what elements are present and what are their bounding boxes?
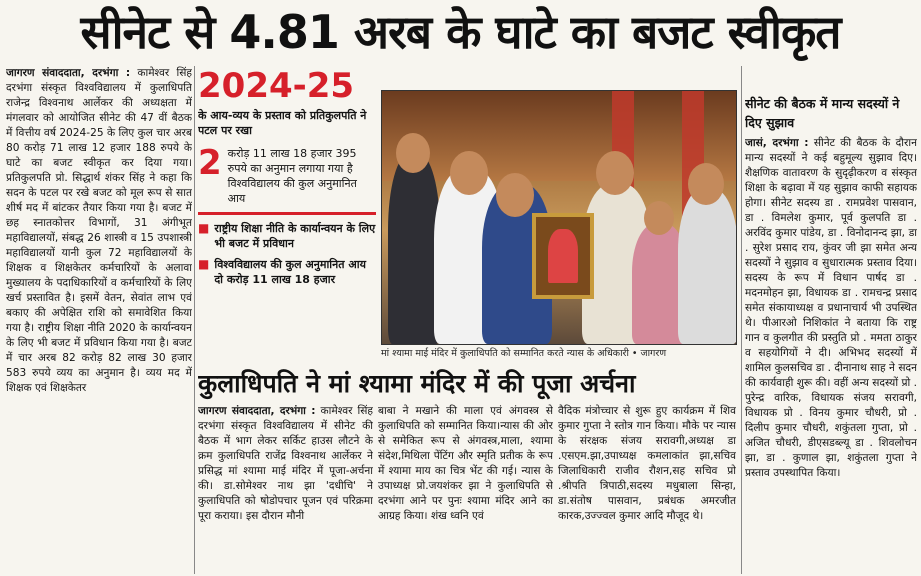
photo-person-head [688, 163, 724, 205]
budget-year: 2024-25 [198, 66, 355, 106]
photo-person-head [450, 151, 488, 195]
right-article-text [745, 136, 917, 481]
budget-intro: के आय-व्यय के प्रस्ताव को प्रतिकुलपति ने पटल पर रखा [198, 109, 367, 137]
left-article-column [6, 66, 192, 574]
left-article-body: कामेश्वर सिंह दरभंगा संस्कृत विश्वविद्यालय में कुलाधिपति राजेन्द्र विश्वनाथ आर्लेकर की अध्यक्षता में मंगलवार को आयोजित सीनेट की 47 वीं बैठक में वित्तीय वर्ष 2024-25 के लिए कुल चार अरब 80 करोड़ 71 लाख 12 हजार 188 रुपये के घाटे का बजट स्वीकृत कर दिया गया। प्रतिकुलपति प्रो. सिद्धार्थ शंकर सिंह ने कहा कि सदन के पटल पर रखे बजट को मूल रूप से सात शीर्ष मद में बांटकर तैयार किया गया है। बजट में छह स्नातकोत्तर विभागों, 31 अंगीभूत महाविद्यालयों, संबद्ध 26 शास्त्री व 15 उपशास्त्री महाविद्यालयों यानी कुल 72 महाविद्यालयों के शिक्षक व शिक्षकेतर कर्मचारियों के अलावा मुख्यालय के पदाधिकारियों व कर्मचारियों के लिए खर्च प्रस्तावित है। इसमें वेतन, सेवांत लाभ एवं बकाए की अपेक्षित राशि को समावेशित किया गया है। राष्ट्रीय शिक्षा नीति 2020 के कार्यान्वयन के लिए भी बजट में प्रविधान किया गया है। बजट में चार अरब 82 करोड़ 82 लाख 30 हजार 583 रुपये व्यय का अनुमान है। व्यय मद में शिक्षक एवं शिक्षकेतर [6, 67, 192, 394]
highlight-bullet [198, 221, 376, 251]
budget-highlight-box [198, 66, 376, 361]
second-story-dateline: जागरण संवाददाता, दरभंगा : [198, 405, 316, 417]
bullet-icon: ■ [198, 257, 210, 271]
highlight-bullet [198, 257, 376, 287]
red-rule [198, 212, 376, 215]
column-divider [194, 66, 195, 574]
second-story-text-3: वैदिक मंत्रोच्चार से शुरू हुए कार्यक्रम में शिव कुमार गुप्ता ने स्तोत्र गान किया। मौके पर न्यास के संरक्षक संजय सरावगी,अध्यक्ष डा .एसएम.झा,उपाध्यक्ष कमलाकांत झा,सचिव जिलाधिकारी राजीव रौशन,सह सचिव प्रो .श्रीपति त्रिपाठी,सदस्य मधुबाला सिन्हा, डा.संतोष पासवान, प्रबंधक अमरजीत कारक,उज्ज्वल कुमार आदि मौजूद थे। [558, 405, 736, 522]
photo-person [678, 189, 737, 344]
right-article-body: सीनेट की बैठक के दौरान मान्य सदस्यों ने कई बहुमूल्य सुझाव दिए। शैक्षणिक वातावरण के सुदृढ़ीकरण व संस्कृत शिक्षा के बढ़ावा में यह सुझाव काफी सहायक होगा। सीनेट सदस्य डा . रामप्रवेश पासवान, डा . विमलेश कुमार, पूर्व कुलपति डा . अरविंद कुमार पांडेय, डा . विनोदानन्द झा, डा . सुरेश प्रसाद राय, कुंवर जी झा समेत अन्य सदस्यों ने सुझाव व सुधारात्मक प्रस्ताव दिया। सदस्य के रूप में विधान पार्षद डा . मदनमोहन झा, विधायक डा . रामचन्द्र प्रसाद समेत संकायाध्यक्ष व प्रधानाचार्य भी उपस्थित थे। पीआरओ निशिकांत ने बताया कि राष्ट्र गान व कुलगीत की प्रस्तुति प्रो . ममता ठाकुर व सहयोगियों ने दी। अभिभद सदस्यों में शामिल कुलसचिव डा . दीनानाथ साह ने सदन की कार्यवाही शुरू की। वहीं अन्य सदस्यों प्रो . पुरेन्द्र वारिक, विधायक संजय सरावगी, विधायक प्रो . विनय कुमार चौधरी, प्रो . दिलीप कुमार चौधरी, शकुंतला गुप्ता, प्रो . अजित चौधरी, डीएसडब्ल्यू डा . शिवलोचन झा, डा . कुणाल झा, शकुंतला गुप्ता ने प्रस्ताव उपस्थापित किया। [745, 137, 917, 479]
income-big-number: 2 [198, 143, 222, 183]
framed-portrait [532, 213, 594, 299]
photo-person-head [496, 173, 534, 217]
highlight-bullet-text: विश्वविद्यालय की कुल अनुमानित आय दो करोड़ 11 लाख 18 हजार [214, 258, 366, 286]
income-figure [198, 143, 376, 206]
second-story-body-1: कामेश्वर सिंह दरभंगा संस्कृत विश्वविद्यालय में सीनेट की बैठक में भाग लेकर सर्किट हाउस लौटने के क्रम कुलाधिपति राजेंद्र विश्वनाथ आर्लेकर ने प्रसिद्ध मां श्यामा माई मंदिर में पूजा-अर्चना की। डा.सोमेश्वर नाथ झा 'दधीचि' ने कुलाधिपति को षोडोपचार पूजन एवं परिक्रमा पूरा कराया। इस दौरान मौनी [198, 405, 373, 522]
income-figure-text: करोड़ 11 लाख 18 हजार 395 रुपये का अनुमान लगाया गया है विश्वविद्यालय की कुल अनुमानित आय [227, 147, 357, 205]
photo-person-head [396, 133, 430, 173]
photo-person [388, 154, 440, 344]
second-story-column-2 [378, 404, 553, 574]
right-article-column [745, 136, 917, 574]
left-article-text [6, 66, 192, 396]
highlight-bullet-text: राष्ट्रीय शिक्षा नीति के कार्यान्वयन के लिए भी बजट में प्रविधान [214, 222, 376, 250]
right-story-headline: सीनेट की बैठक में मान्य सदस्यों ने दिए सुझाव [745, 96, 900, 130]
second-story-column-1 [198, 404, 373, 574]
photo-person-head [596, 151, 634, 195]
news-photo [381, 90, 737, 345]
right-article-dateline: जासं, दरभंगा : [745, 137, 809, 149]
second-story-column-3 [558, 404, 736, 574]
second-story-headline: कुलाधिपति ने मां श्यामा मंदिर में की पूजा अर्चना [198, 369, 636, 398]
main-headline: सीनेट से 4.81 अरब के घाटे का बजट स्वीकृत [80, 5, 841, 59]
bullet-icon: ■ [198, 221, 210, 235]
photo-person-head [644, 201, 674, 235]
second-story-text-2: बाबा ने मखाने की माला एवं अंगवस्त्र से कुलाधिपति को सम्मानित किया।न्यास की ओर से समेकित रूप से अंगवस्त्र,माला, श्यामा संदेश,मिथिला पेंटिंग और स्मृति प्रतीक के रूप में श्यामा माय का चित्र भेंट की गई। न्यास के उपाध्यक्ष प्रो.जयशंकर झा ने कुलाधिपति से दरभंगा आने पर पुनः श्यामा मंदिर आने का आग्रह किया। शंख ध्वनि एवं [378, 405, 553, 522]
second-story-text-1 [198, 404, 373, 524]
photo-caption: मां श्यामा माई मंदिर में कुलाधिपति को सम्मानित करते न्यास के अधिकारी • जागरण [381, 348, 667, 359]
left-article-dateline: जागरण संवाददाता, दरभंगा : [6, 67, 131, 79]
column-divider [741, 66, 742, 574]
